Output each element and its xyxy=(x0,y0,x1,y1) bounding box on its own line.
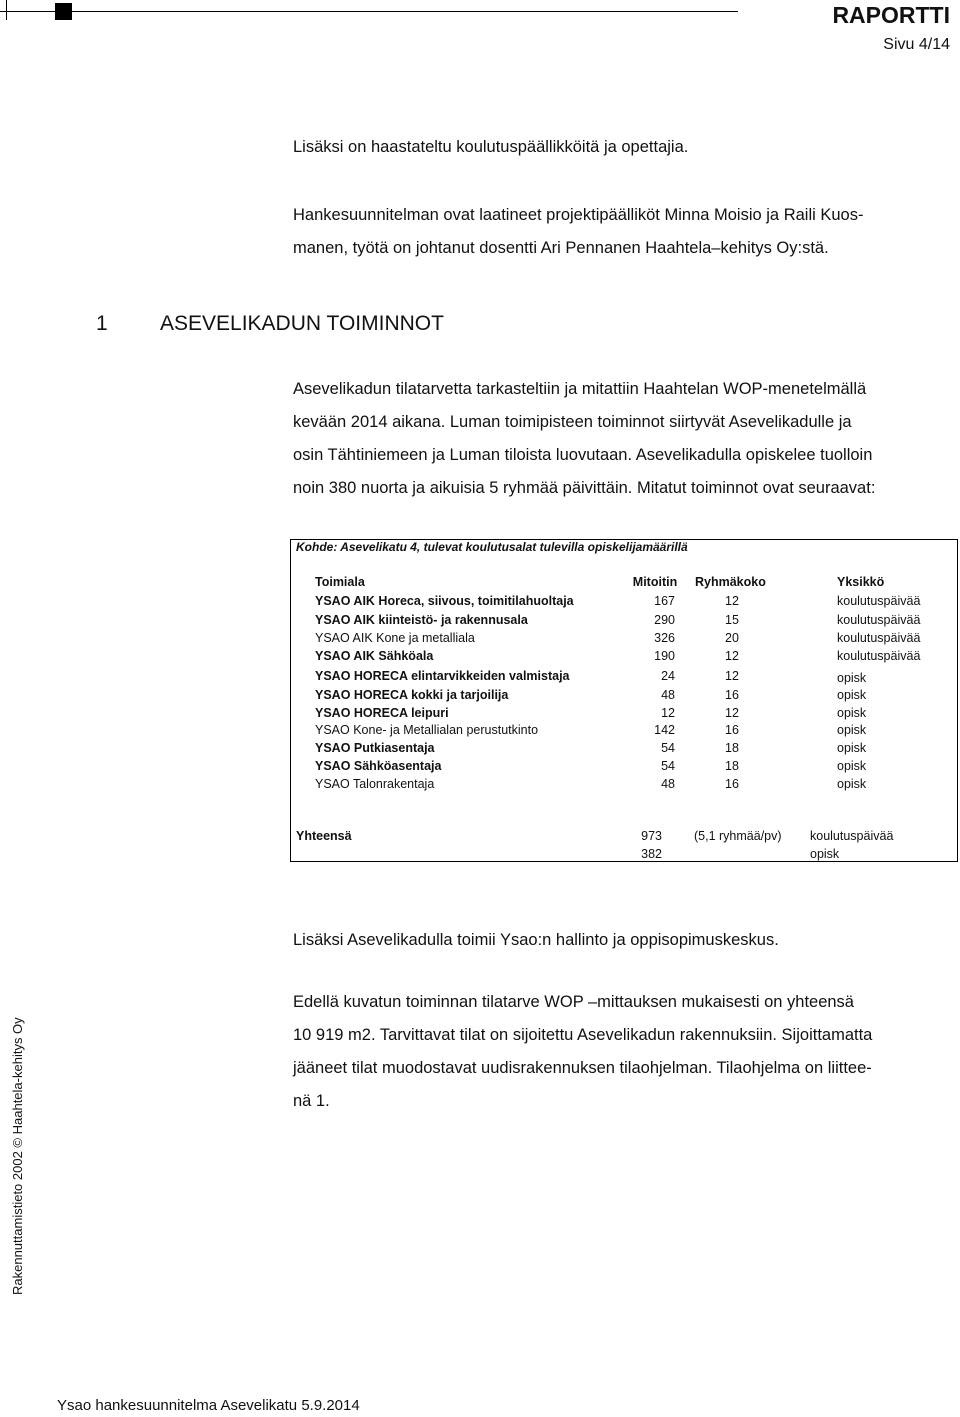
cell-ryhmakoko: 16 xyxy=(725,688,739,702)
cell-mitoitin: 48 xyxy=(661,688,675,702)
cell-yksikko: opisk xyxy=(837,671,867,685)
cell-toimiala: YSAO Putkiasentaja xyxy=(315,741,435,755)
cell-yksikko: koulutuspäivää xyxy=(837,613,921,627)
table-caption: Kohde: Asevelikatu 4, tulevat koulutusalat tulevilla opiskelijamäärillä xyxy=(296,540,688,554)
total-students-unit: opisk xyxy=(810,847,840,861)
cell-toimiala: YSAO HORECA elintarvikkeiden valmistaja xyxy=(315,669,570,683)
cell-mitoitin: 326 xyxy=(654,631,675,645)
cell-ryhmakoko: 12 xyxy=(725,649,739,663)
paragraph-line: 10 919 m2. Tarvittavat tilat on sijoitettu Asevelikadun rakennuksiin. Sijoittamatta xyxy=(293,1026,873,1044)
cell-yksikko: opisk xyxy=(837,741,867,755)
table-row xyxy=(315,688,955,706)
cell-yksikko: opisk xyxy=(837,777,867,791)
table-row xyxy=(315,741,955,759)
cell-toimiala: YSAO Kone- ja Metallialan perustutkinto xyxy=(315,723,539,737)
cell-ryhmakoko: 12 xyxy=(725,706,739,720)
header-square-mark xyxy=(55,3,72,20)
cell-mitoitin: 142 xyxy=(654,723,675,737)
paragraph-line: osin Tähtiniemeen ja Luman tiloista luovutaan. Asevelikadulla opiskelee tuolloin xyxy=(293,446,873,464)
report-title: RAPORTTI xyxy=(832,2,950,28)
paragraph-space-requirement xyxy=(293,986,951,1118)
cell-mitoitin: 190 xyxy=(654,649,675,663)
total-training-unit: koulutuspäivää xyxy=(810,829,894,843)
header-rule xyxy=(0,11,738,12)
section-title: ASEVELIKADUN TOIMINNOT xyxy=(160,312,444,335)
cell-yksikko: opisk xyxy=(837,723,867,737)
cell-ryhmakoko: 15 xyxy=(725,613,739,627)
header-tick xyxy=(6,0,7,20)
total-groups-note: (5,1 ryhmää/pv) xyxy=(694,829,782,843)
table-row xyxy=(315,649,955,667)
cell-ryhmakoko: 20 xyxy=(725,631,739,645)
paragraph-line: noin 380 nuorta ja aikuisia 5 ryhmää päivittäin. Mitatut toiminnot ovat seuraavat: xyxy=(293,479,876,497)
table-row xyxy=(315,723,955,741)
cell-ryhmakoko: 12 xyxy=(725,669,739,683)
cell-toimiala: YSAO AIK Kone ja metalliala xyxy=(315,631,475,645)
header-toimiala: Toimiala xyxy=(315,575,365,589)
total-training-days: 973 xyxy=(641,829,662,843)
table-row xyxy=(315,759,955,777)
cell-yksikko: opisk xyxy=(837,688,867,702)
cell-ryhmakoko: 12 xyxy=(725,594,739,608)
cell-mitoitin: 48 xyxy=(661,777,675,791)
paragraph-administration: Lisäksi Asevelikadulla toimii Ysao:n hallinto ja oppisopimuskeskus. xyxy=(293,931,779,949)
header-ryhmakoko: Ryhmäkoko xyxy=(695,575,766,589)
cell-ryhmakoko: 18 xyxy=(725,759,739,773)
page-number: Sivu 4/14 xyxy=(883,36,950,53)
table-row xyxy=(315,613,955,631)
cell-mitoitin: 24 xyxy=(661,669,675,683)
cell-toimiala: YSAO AIK Sähköala xyxy=(315,649,434,663)
cell-yksikko: koulutuspäivää xyxy=(837,631,921,645)
cell-yksikko: koulutuspäivää xyxy=(837,594,921,608)
table-row xyxy=(315,594,955,612)
paragraph-line: Asevelikadun tilatarvetta tarkasteltiin ja mitattiin Haahtelan WOP-menetelmällä xyxy=(293,380,867,398)
header-mitoitin: Mitoitin xyxy=(632,575,678,589)
cell-ryhmakoko: 16 xyxy=(725,777,739,791)
cell-ryhmakoko: 18 xyxy=(725,741,739,755)
cell-toimiala: YSAO HORECA kokki ja tarjoilija xyxy=(315,688,509,702)
paragraph-interviews: Lisäksi on haastateltu koulutuspäällikköitä ja opettajia. xyxy=(293,138,689,156)
table-row xyxy=(315,777,955,795)
cell-mitoitin: 12 xyxy=(661,706,675,720)
section-heading xyxy=(96,312,444,336)
paragraph-authors xyxy=(293,199,951,265)
cell-ryhmakoko: 16 xyxy=(725,723,739,737)
paragraph-line: jääneet tilat muodostavat uudisrakennuksen tilaohjelman. Tilaohjelma on liittee- xyxy=(293,1059,872,1077)
cell-mitoitin: 167 xyxy=(654,594,675,608)
cell-yksikko: opisk xyxy=(837,759,867,773)
paragraph-line: nä 1. xyxy=(293,1092,330,1110)
cell-toimiala: YSAO AIK Horeca, siivous, toimitilahuoltaja xyxy=(315,594,574,608)
cell-mitoitin: 290 xyxy=(654,613,675,627)
header-yksikko: Yksikkö xyxy=(837,575,885,589)
table-header-row xyxy=(315,575,955,593)
table-row xyxy=(315,706,955,724)
paragraph-line: manen, työtä on johtanut dosentti Ari Pennanen Haahtela–kehitys Oy:stä. xyxy=(293,239,829,257)
section-number: 1 xyxy=(96,312,108,335)
paragraph-line: Hankesuunnitelman ovat laatineet projektipäälliköt Minna Moisio ja Raili Kuos- xyxy=(293,206,864,224)
total-label: Yhteensä xyxy=(296,829,352,843)
cell-toimiala: YSAO HORECA leipuri xyxy=(315,706,449,720)
table-row xyxy=(315,669,955,687)
paragraph-measurement xyxy=(293,373,951,505)
cell-yksikko: opisk xyxy=(837,706,867,720)
total-students: 382 xyxy=(641,847,662,861)
copyright-side-text: Rakennuttamistieto 2002 © Haahtela-kehitys Oy xyxy=(10,1017,25,1295)
cell-mitoitin: 54 xyxy=(661,741,675,755)
footer-text: Ysao hankesuunnitelma Asevelikatu 5.9.2014 xyxy=(57,1397,360,1414)
cell-toimiala: YSAO AIK kiinteistö- ja rakennusala xyxy=(315,613,528,627)
cell-toimiala: YSAO Talonrakentaja xyxy=(315,777,435,791)
paragraph-line: Edellä kuvatun toiminnan tilatarve WOP –mittauksen mukaisesti on yhteensä xyxy=(293,993,854,1011)
cell-mitoitin: 54 xyxy=(661,759,675,773)
cell-yksikko: koulutuspäivää xyxy=(837,649,921,663)
cell-toimiala: YSAO Sähköasentaja xyxy=(315,759,442,773)
table-row xyxy=(315,631,955,649)
paragraph-line: kevään 2014 aikana. Luman toimipisteen toiminnot siirtyvät Asevelikadulle ja xyxy=(293,413,852,431)
